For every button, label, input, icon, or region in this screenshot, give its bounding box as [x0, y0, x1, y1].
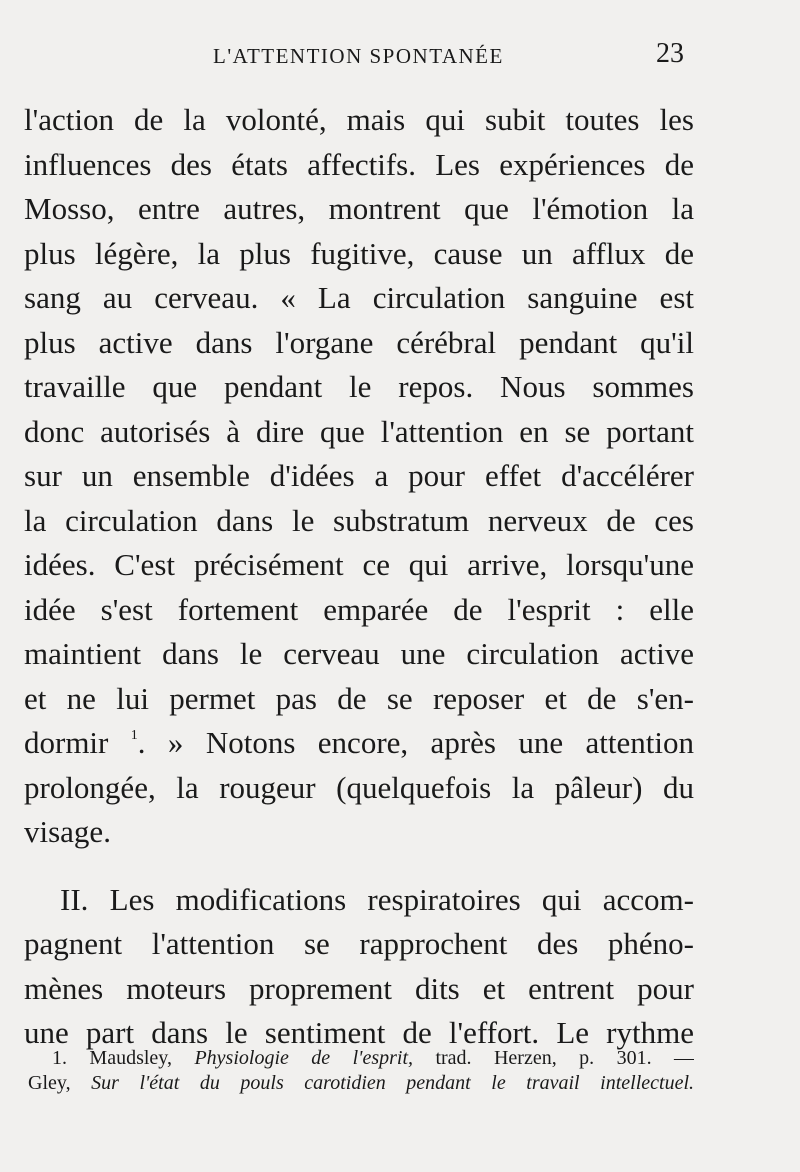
- body-text: [24, 98, 694, 1056]
- text-line: maintient dans le cerveau une circulation active: [24, 636, 694, 671]
- page-number: 23: [656, 38, 684, 69]
- running-head: L'ATTENTION SPONTANÉE: [213, 44, 504, 68]
- text-line: et ne lui permet pas de se reposer et de s'en-: [24, 680, 694, 716]
- text-line: sur un ensemble d'idées a pour effet d'accélérer: [24, 458, 694, 493]
- footnote-title: Sur l'état du pouls carotidien pendant le travail intellectuel.: [91, 1072, 694, 1094]
- footnote-text: Gley,: [28, 1072, 92, 1094]
- text-line: visage.: [24, 814, 111, 849]
- line-text: . » Notons encore, après une attention: [137, 725, 694, 760]
- text-line: mènes moteurs proprement dits et entrent pour: [24, 970, 694, 1006]
- footnote-line: [28, 1071, 694, 1096]
- line-text: dormir: [24, 725, 131, 760]
- footnotes: [28, 1046, 694, 1096]
- text-line: Mosso, entre autres, montrent que l'émotion la: [24, 191, 694, 226]
- text-line: donc autorisés à dire que l'attention en se portant: [24, 413, 694, 449]
- text-line: prolongée, la rougeur (quelquefois la pâleur) du: [24, 769, 694, 805]
- footnote-title: Physiologie de l'esprit,: [194, 1047, 414, 1069]
- text-line-with-footnote: [24, 721, 694, 766]
- paragraph-gap: [24, 855, 694, 878]
- text-line: idée s'est fortement emparée de l'esprit : elle: [24, 591, 694, 627]
- footnote-line: [28, 1046, 694, 1071]
- footnote-text: 1. Maudsley,: [52, 1047, 195, 1069]
- text-line: la circulation dans le substratum nerveux de ces: [24, 502, 694, 538]
- footnote-text: trad. Herzen, p. 301. —: [413, 1047, 694, 1069]
- text-line: sang au cerveau. « La circulation sanguine est: [24, 280, 694, 315]
- text-line: pagnent l'attention se rapprochent des phéno-: [24, 926, 694, 961]
- text-line: une part dans le sentiment de l'effort. Le rythme: [24, 1015, 694, 1050]
- text-line: l'action de la volonté, mais qui subit toutes les: [24, 102, 694, 137]
- text-line: plus active dans l'organe cérébral pendant qu'il: [24, 324, 694, 360]
- text-line: idées. C'est précisément ce qui arrive, lorsqu'une: [24, 547, 694, 582]
- text-line: travaille que pendant le repos. Nous sommes: [24, 369, 694, 404]
- text-line: plus légère, la plus fugitive, cause un afflux de: [24, 235, 694, 271]
- text-line: II. Les modifications respiratoires qui accom-: [60, 881, 694, 917]
- footnote-marker: 1: [130, 728, 138, 743]
- text-line: influences des états affectifs. Les expériences de: [24, 146, 694, 182]
